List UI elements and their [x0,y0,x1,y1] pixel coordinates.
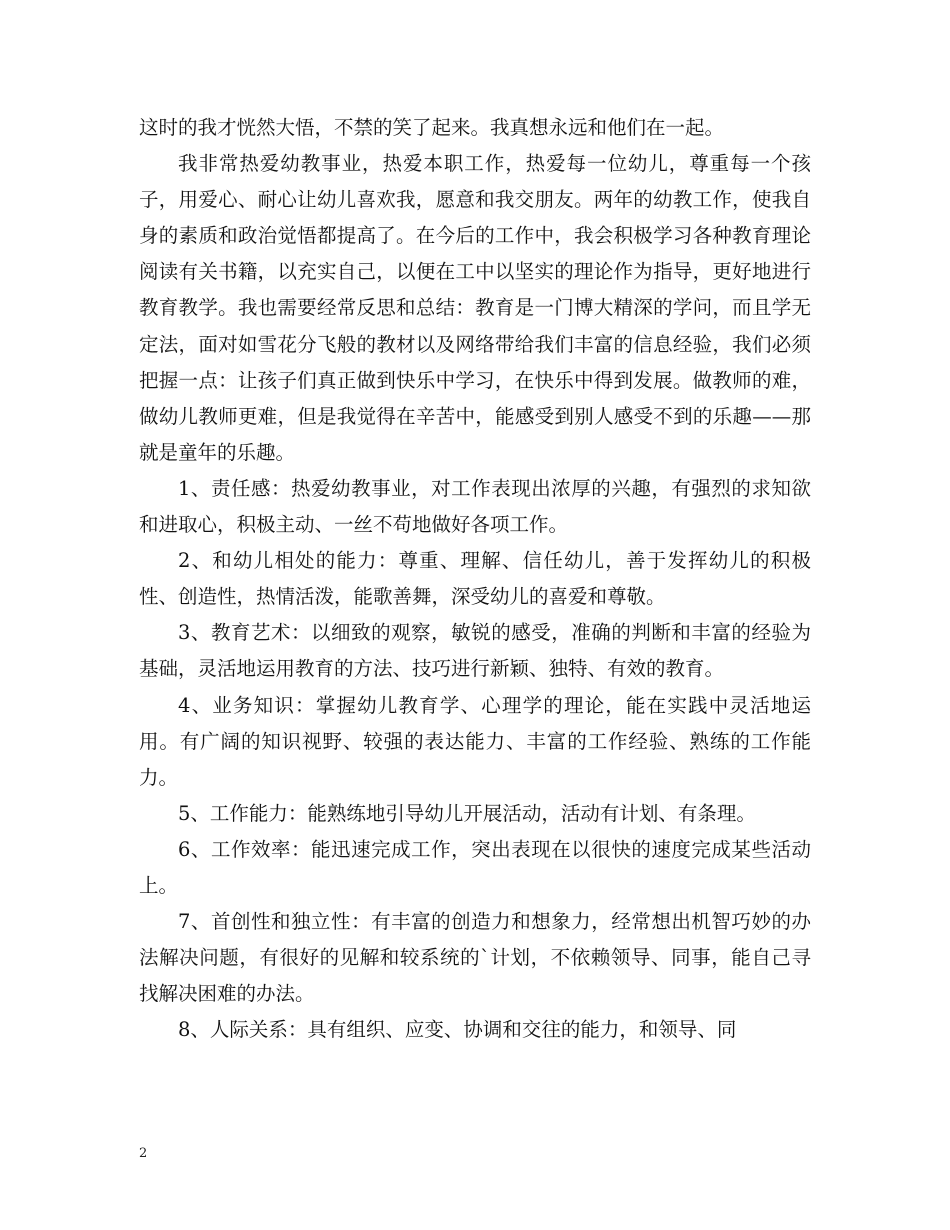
paragraph-item-1: 1、责任感：热爱幼教事业，对工作表现出浓厚的兴趣，有强烈的求知欲和进取心，积极主动、一丝不苟地做好各项工作。 [139,476,811,537]
paragraph-item-8: 8、人际关系：具有组织、应变、协调和交往的能力，和领导、同 [178,1018,737,1042]
paragraph-item-4: 4、业务知识：掌握幼儿教育学、心理学的理论，能在实践中灵活地运用。有广阔的知识视野、较强的表达能力、丰富的工作经验、熟练的工作能力。 [139,693,811,789]
paragraph-item-2: 2、和幼儿相处的能力：尊重、理解、信任幼儿，善于发挥幼儿的积极性、创造性，热情活泼，能歌善舞，深受幼儿的喜爱和尊敬。 [139,549,811,609]
page-number: 2 [139,1146,148,1161]
paragraph-continuation: 这时的我才恍然大悟，不禁的笑了起来。我真想永远和他们在一起。 [139,116,725,139]
paragraph-item-5: 5、工作能力：能熟练地引导幼儿开展活动，活动有计划、有条理。 [178,801,756,825]
paragraph-item-6: 6、工作效率：能迅速完成工作，突出表现在以很快的速度完成某些活动上。 [139,837,811,897]
paragraph-item-3: 3、教育艺术：以细致的观察，敏锐的感受，准确的判断和丰富的经验为基础，灵活地运用教育的方法、技巧进行新颖、独特、有效的教育。 [139,621,811,681]
paragraph-item-7: 7、首创性和独立性：有丰富的创造力和想象力，经常想出机智巧妙的办法解决问题，有很好的见解和较系统的`计划，不依赖领导、同事，能自己寻找解决困难的办法。 [139,910,811,1006]
paragraph-love-of-education: 我非常热爱幼教事业，热爱本职工作，热爱每一位幼儿，尊重每一个孩子，用爱心、耐心让幼儿喜欢我，愿意和我交朋友。两年的幼教工作，使我自身的素质和政治觉悟都提高了。在今后的工作中，我会积极学习各种教育理论阅读有关书籍，以充实自己，以便在工中以坚实的理论作为指导，更好地进行教育教学。我也需要经常反思和总结：教育是一门博大精深的学问，而且学无定法，面对如雪花分飞般的教材以及网络带给我们丰富的信息经验，我们必须把握一点：让孩子们真正做到快乐中学习，在快乐中得到发展。做教师的难，做幼儿教师更难，但是我觉得在辛苦中，能感受到别人感受不到的乐趣——那就是童年的乐趣。 [139,152,811,464]
body-text [139,110,811,1048]
